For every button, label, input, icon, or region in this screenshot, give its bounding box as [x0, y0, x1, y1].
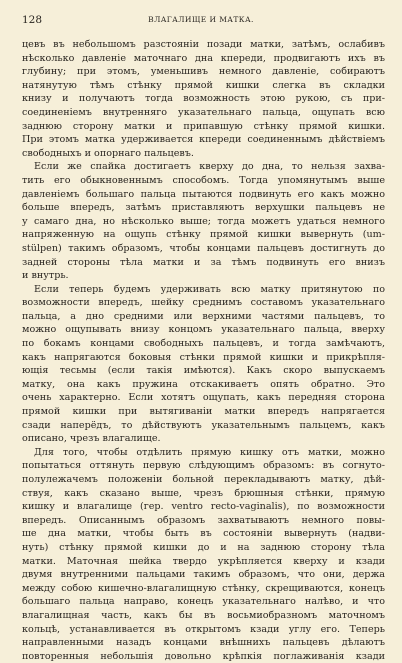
text-line: возможности впередъ, шейку среднимъ составомъ указательнаго	[22, 297, 385, 309]
text-line: сзади наперёдъ, то дѣйствуютъ указательнымъ пальцемъ, какъ	[22, 419, 385, 431]
text-line: полулежачемъ положенiи больной перекладываютъ матку, дѣй-	[22, 474, 385, 485]
text-line: пальца, а дно средними или верхними частями пальцевъ, то	[22, 310, 385, 322]
text-line: stülpen) такимъ образомъ, чтобы концами пальцевъ достигнуть до	[22, 242, 385, 254]
text-line: повторенныя небольшiя довольно крѣпкiя поглаживанiя кзади	[22, 650, 385, 662]
text-line: матку, она какъ пружина отскакиваетъ опять обратно. Это	[22, 378, 385, 390]
text-line: книзу и получаютъ тогда возможность этою рукою, съ при-	[22, 93, 385, 105]
text-line: ющiя тесьмы (если такiя имѣются). Какъ скоро выпускаемъ	[22, 365, 385, 377]
text-line: Если же спайка достигаетъ кверху до дна, то нельзя захва-	[34, 161, 385, 173]
text-line: и внутрь.	[22, 270, 69, 282]
text-line: напряженную на ощупь стѣнку прямой кишки вывернуть (um-	[22, 229, 385, 241]
text-line: ствуя, какъ сказано выше, чрезъ брюшныя стѣнки, прямую	[22, 487, 385, 499]
text-line: матки. Маточная шейка твердо укрѣпляется кверху и кзади	[22, 555, 385, 567]
page-header	[22, 13, 380, 27]
text-line: больше впередъ, затѣмъ приставляютъ верхушки пальцевъ не	[22, 202, 385, 214]
text-line: Если теперь будемъ удерживать всю матку притянутою по	[34, 283, 385, 295]
text-line: двумя внутренними пальцами такимъ образомъ, что они, держа	[22, 569, 385, 581]
text-line: нѣсколько давленiе маточнаго дна кпереди, продвигаютъ ихъ въ	[22, 52, 385, 64]
text-line: по бокамъ концами свободныхъ пальцевъ, и тогда замѣчаютъ,	[22, 338, 385, 350]
text-line: очень характерно. Если хотятъ ощупать, какъ передняя сторона	[22, 392, 385, 404]
text-line: тить его обыкновеннымъ способомъ. Тогда упомянутымъ выше	[22, 174, 385, 186]
text-line: кольцѣ, устанавливается въ открытомъ кзади углу его. Теперь	[22, 623, 385, 635]
text-line: попытаться оттянуть первую слѣдующимъ образомъ: въ согнуто-	[22, 460, 385, 472]
text-line: свободныхъ и опорнаго пальцевъ.	[22, 147, 194, 159]
text-line: натянутую тѣмъ стѣнку прямой кишки слегка въ складки	[22, 79, 385, 91]
text-line: большаго пальца направо, конецъ указательнаго налѣво, и что	[22, 596, 385, 608]
text-line: нуть) стѣнку прямой кишки до и на заднюю сторону тѣла	[22, 541, 385, 553]
text-line: впередъ. Описаннымъ образомъ захватываютъ немного повы-	[22, 514, 385, 526]
running-title: ВЛАГАЛИЩЕ И МАТКА.	[148, 15, 254, 24]
text-line: давленiемъ большаго пальца пытаются подвинуть его какъ можно	[22, 188, 385, 200]
text-line: При этомъ матка удерживается кпереди соединеннымъ дѣйствiемъ	[22, 134, 385, 146]
text-line: кишку и влагалище (гер. ventro recto-vaginalis), по возможности	[22, 501, 385, 513]
body-text	[22, 38, 385, 663]
text-line: глубину; при этомъ, уменьшивъ немного давленiе, собираютъ	[22, 66, 385, 78]
text-line: соединенiемъ внутренняго указательнаго пальца, ощупать всю	[22, 106, 385, 118]
page-number: 128	[22, 14, 43, 26]
text-line: Для того, чтобы отдѣлить прямую кишку отъ матки, можно	[34, 446, 385, 458]
text-line: влагалищная часть, какъ бы въ восьмиобразномъ маточномъ	[22, 609, 385, 621]
text-line: какъ напрягаются боковыя стѣнки прямой кишки и прикрѣпля-	[22, 351, 385, 363]
text-line: у самаго дна, но нѣсколько выше; тогда можетъ удаться немного	[22, 215, 385, 227]
text-line: цевъ въ небольшомъ разстоянiи позади матки, затѣмъ, ослабивъ	[22, 39, 385, 50]
text-line: между собою кишечно-влагалищную стѣнку, скрещиваются, конецъ	[22, 582, 385, 594]
text-line: задней стороны тѣла матки и за тѣмъ подвинуть его внизъ	[22, 256, 385, 268]
text-line: направленными назадъ концами внѣшнихъ пальцевъ дѣлаютъ	[22, 637, 385, 649]
text-line: ше дна матки, чтобы быть въ состоянiи вывернуть (надви-	[22, 528, 385, 540]
text-line: можно ощупывать внизу концомъ указательнаго пальца, вверху	[22, 324, 385, 336]
text-line: прямой кишки при вытягиванiи матки впередъ напрягается	[22, 406, 385, 418]
text-line: описано, чрезъ влагалище.	[22, 433, 161, 445]
text-line: заднюю сторону матки и припавшую стѣнку прямой кишки.	[22, 120, 385, 132]
